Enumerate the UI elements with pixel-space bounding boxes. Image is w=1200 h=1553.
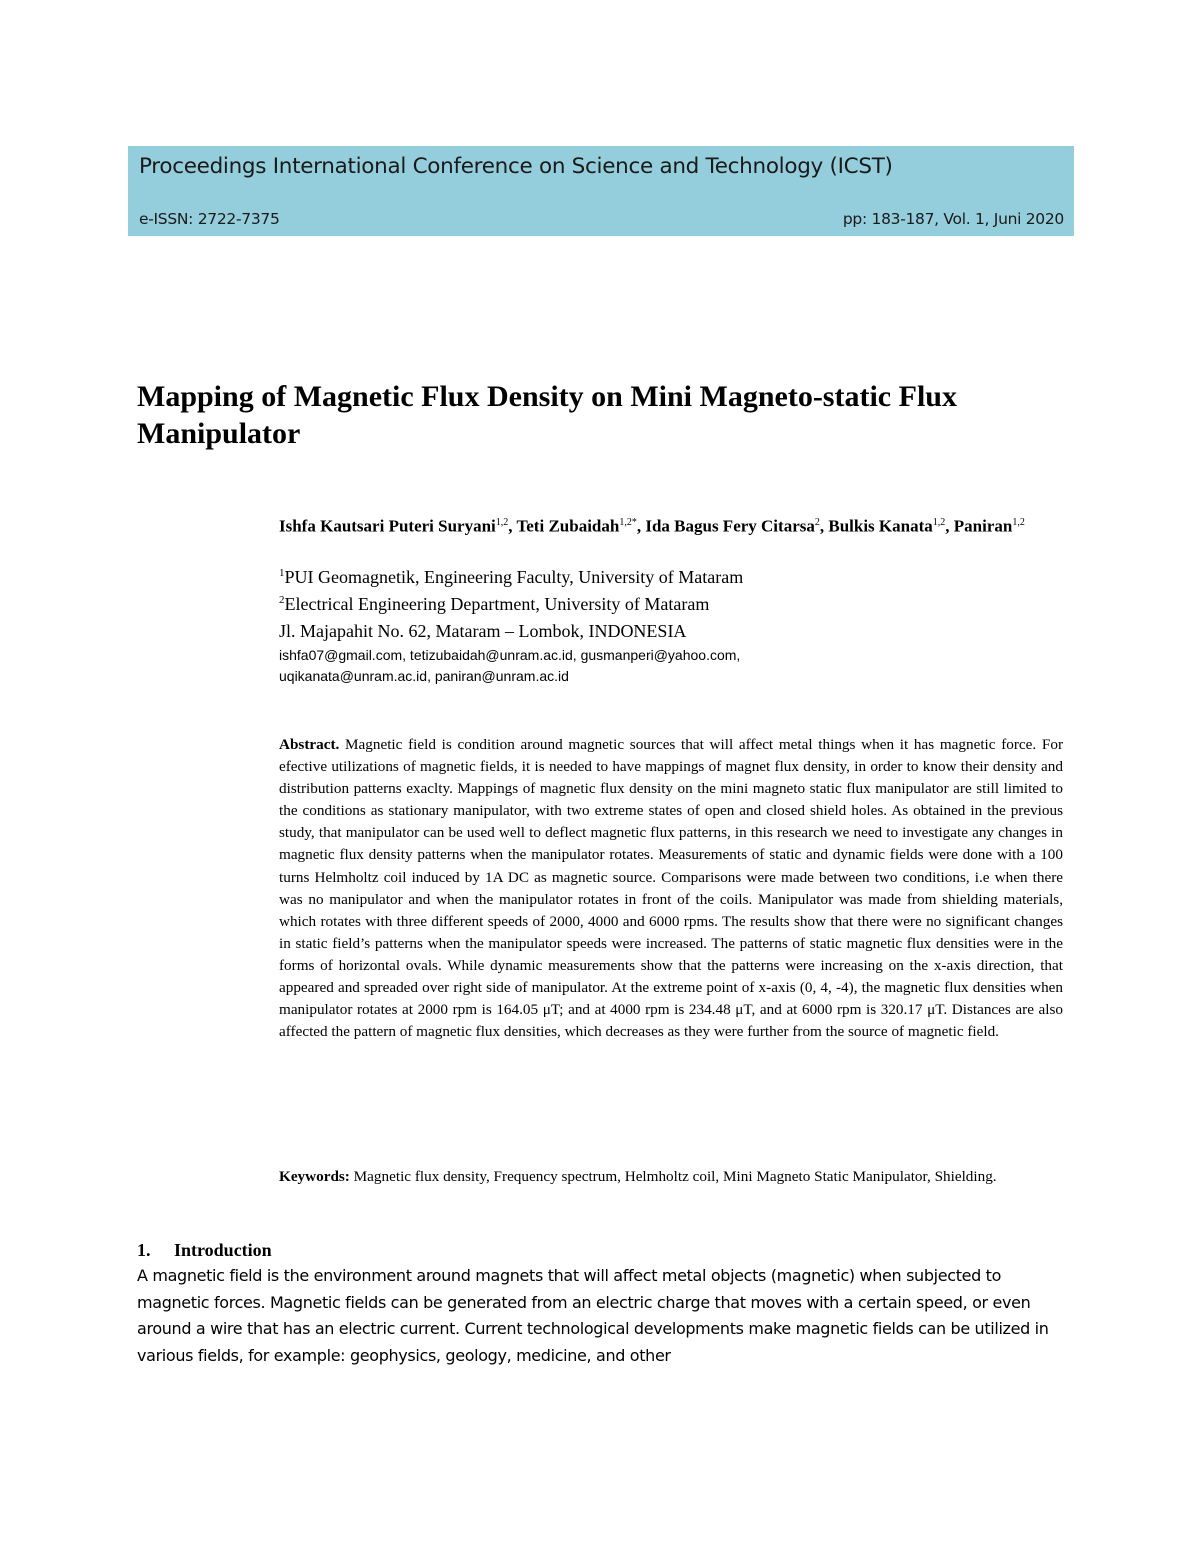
author-affiliation-mark: 1,2 [1012,517,1025,528]
abstract-text: Magnetic field is condition around magnetic sources that will affect metal things when it has magnetic force. For efective utilizations of magnetic fields, it is needed to have mappings of magnet flux density, in order to know their density and distribution patterns exaclty. Mappings of magnetic flux density on the mini magneto static flux manipulator are still limited to the conditions as stationary manipulator, with two extreme states of open and closed shield holes. As obtained in the previous study, that manipulator can be used well to deflect magnetic flux patterns, in this research we need to investigate any changes in magnetic flux density patterns when the manipulator rotates. Measurements of static and dynamic fields were done with a 100 turns Helmholtz coil induced by 1A DC as magnetic source. Comparisons were made between two conditions, i.e when there was no manipulator and when the manipulator rotates in front of the coils. Manipulator was made from shielding materials, which rotates with three different speeds of 2000, 4000 and 6000 rpms. The results show that there were no significant changes in static field’s patterns when the manipulator speeds were increased. The patterns of static magnetic flux densities were in the forms of horizontal ovals. While dynamic measurements show that the patterns were increasing on the x-axis direction, that appeared and spreaded over right side of manipulator. At the extreme point of x-axis (0, 4, -4), the magnetic flux densities when manipulator rotates at 2000 rpm is 164.05 μT; and at 4000 rpm is 234.48 μT, and at 6000 rpm is 320.17 μT. Distances are also affected the pattern of magnetic flux densities, which decreases as they were further from the source of magnetic field. [279,736,1064,1041]
author-name: Bulkis Kanata [828,516,933,536]
pages-volume: pp: 183-187, Vol. 1, Juni 2020 [842,210,1064,228]
affiliation-number: 1 [279,567,285,579]
issn: e-ISSN: 2722-7375 [139,210,280,228]
introduction-paragraph: A magnetic field is the environment around magnets that will affect metal objects (magnetic) when subjected to magnetic forces. Magnetic fields can be generated from an electric charge that moves with a certain speed, or even around a wire that has an electric current. Current technological developments make magnetic fields can be utilized in various fields, for example: geophysics, geology, medicine, and other [137,1266,1049,1365]
paper-title: Mapping of Magnetic Flux Density on Mini Magneto-static Flux Manipulator [137,380,957,450]
author-affiliation-mark: 1,2 [495,517,509,528]
keywords [279,1166,1063,1189]
author-name: Ida Bagus Fery Citarsa [645,516,815,536]
address: Jl. Majapahit No. 62, Mataram – Lombok, INDONESIA [279,621,687,641]
author-name: Teti Zubaidah [516,516,620,536]
journal-title: Proceedings International Conference on Science and Technology (ICST) [139,154,893,179]
author-affiliation-mark: 1,2 [932,517,946,528]
keywords-label: Keywords: [279,1168,350,1185]
author-name: Ishfa Kautsari Puteri Suryani [279,516,496,536]
journal-header-band [128,146,1074,236]
abstract [279,734,1063,1043]
section-title: Introduction [174,1240,272,1260]
author-emails [279,645,1079,687]
author-name: Paniran [953,516,1013,536]
abstract-label: Abstract. [279,736,340,753]
author-affiliation-mark: 1,2* [619,517,637,528]
section-number: 1. [137,1240,151,1260]
affiliation-number: 2 [279,594,285,606]
author-list: Ishfa Kautsari Puteri Suryani$^{1,2}$, Teti Zubaidah$^{1,2*}$, Ida Bagus Fery Citarsa$^2$, Bulkis Kanata$^{1,2}$, Paniran$^{1,2}$ [279,516,1025,536]
keywords-text: Magnetic flux density, Frequency spectrum, Helmholtz coil, Mini Magneto Static Manipulator, Shielding. [353,1168,997,1185]
email-line: uqikanata@unram.ac.id, paniran@unram.ac.id [279,668,569,684]
section-heading-introduction [137,1240,272,1261]
affiliation-1: $^1$PUI Geomagnetik, Engineering Faculty, University of Mataram [279,567,744,587]
author-affiliation-mark: 2 [814,517,820,528]
email-line: ishfa07@gmail.com, tetizubaidah@unram.ac.id, gusmanperi@yahoo.com, [279,647,741,663]
affiliation-2: $^2$Electrical Engineering Department, University of Mataram [279,594,710,614]
